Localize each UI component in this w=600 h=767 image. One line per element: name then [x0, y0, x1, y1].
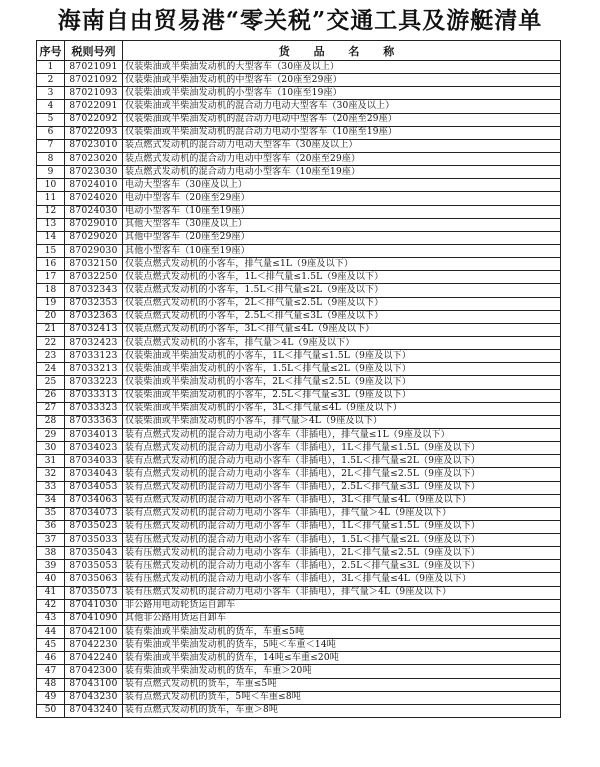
tariff-code: 87022093	[65, 126, 123, 139]
tariff-code: 87033123	[65, 350, 123, 363]
tariff-code: 87032363	[65, 310, 123, 323]
row-number: 50	[37, 704, 65, 717]
goods-description: 仅装点燃式发动机的小客车，2.5L＜排气量≤3L（9座及以下）	[123, 310, 561, 323]
table-row	[37, 284, 561, 297]
row-number: 33	[37, 481, 65, 494]
row-number: 14	[37, 231, 65, 244]
row-number: 26	[37, 389, 65, 402]
goods-description: 仅装点燃式发动机的小客车，2L＜排气量≤2.5L（9座及以下）	[123, 297, 561, 310]
table-body	[37, 61, 561, 718]
row-number: 43	[37, 612, 65, 625]
tariff-code: 87035053	[65, 560, 123, 573]
goods-description: 装有压燃式发动机的混合动力电动小客车（非插电），1.5L＜排气量≤2L（9座及以下）	[123, 534, 561, 547]
goods-description: 仅装柴油或半柴油发动机的中型客车（20座至29座）	[123, 74, 561, 87]
goods-description: 仅装柴油或半柴油发动机的小客车，1L＜排气量≤1.5L（9座及以下）	[123, 350, 561, 363]
header-description: 货 品 名 称	[123, 41, 561, 61]
table-row	[37, 363, 561, 376]
table-row	[37, 468, 561, 481]
row-number: 30	[37, 442, 65, 455]
row-number: 19	[37, 297, 65, 310]
goods-description: 仅装点燃式发动机的小客车，排气量＞4L（9座及以下）	[123, 336, 561, 349]
table-row	[37, 678, 561, 691]
table-row	[37, 534, 561, 547]
tariff-code: 87029030	[65, 244, 123, 257]
goods-description: 其他大型客车（30座及以上）	[123, 218, 561, 231]
goods-description: 装有点燃式发动机的混合动力电动小客车（非插电），排气量≤1L（9座及以下）	[123, 428, 561, 441]
row-number: 35	[37, 507, 65, 520]
table-row	[37, 297, 561, 310]
row-number: 23	[37, 350, 65, 363]
goods-description: 仅装柴油或半柴油发动机的小客车，2.5L＜排气量≤3L（9座及以下）	[123, 389, 561, 402]
goods-description: 装点燃式发动机的混合动力电动大型客车（30座及以上）	[123, 139, 561, 152]
tariff-code: 87029020	[65, 231, 123, 244]
row-number: 46	[37, 652, 65, 665]
tariff-code: 87023030	[65, 166, 123, 179]
tariff-code: 87043240	[65, 704, 123, 717]
tariff-code: 87032413	[65, 323, 123, 336]
row-number: 24	[37, 363, 65, 376]
table-row	[37, 74, 561, 87]
tariff-code: 87029010	[65, 218, 123, 231]
table-row	[37, 481, 561, 494]
table-row	[37, 258, 561, 271]
tariff-code: 87033313	[65, 389, 123, 402]
table-row	[37, 376, 561, 389]
row-number: 36	[37, 520, 65, 533]
row-number: 34	[37, 494, 65, 507]
table-row	[37, 573, 561, 586]
table-row	[37, 139, 561, 152]
table-row	[37, 586, 561, 599]
goods-description: 装有点燃式发动机的货车，车重≤5吨	[123, 678, 561, 691]
row-number: 7	[37, 139, 65, 152]
table-row	[37, 126, 561, 139]
goods-description: 装有柴油或半柴油发动机的货车，14吨≤车重≤20吨	[123, 652, 561, 665]
tariff-code: 87035033	[65, 534, 123, 547]
goods-description: 仅装柴油或半柴油发动机的小客车，1.5L＜排气量≤2L（9座及以下）	[123, 363, 561, 376]
tariff-code: 87021091	[65, 61, 123, 74]
row-number: 11	[37, 192, 65, 205]
table-row	[37, 336, 561, 349]
goods-description: 仅装柴油或半柴油发动机的混合动力电动中型客车（20座至29座）	[123, 113, 561, 126]
table-header-row	[37, 41, 561, 61]
goods-description: 其他中型客车（20座至29座）	[123, 231, 561, 244]
goods-description: 仅装柴油或半柴油发动机的小型客车（10座至19座）	[123, 87, 561, 100]
tariff-code: 87024020	[65, 192, 123, 205]
goods-description: 仅装柴油或半柴油发动机的大型客车（30座及以上）	[123, 61, 561, 74]
goods-description: 装点燃式发动机的混合动力电动中型客车（20座至29座）	[123, 152, 561, 165]
goods-description: 电动中型客车（20座至29座）	[123, 192, 561, 205]
table-row	[37, 428, 561, 441]
tariff-code: 87021093	[65, 87, 123, 100]
goods-description: 装有点燃式发动机的货车，5吨＜车重≤8吨	[123, 691, 561, 704]
tariff-code: 87042100	[65, 626, 123, 639]
tariff-code: 87021092	[65, 74, 123, 87]
table-row	[37, 612, 561, 625]
tariff-code: 87042240	[65, 652, 123, 665]
table-row	[37, 704, 561, 717]
goods-description: 仅装柴油或半柴油发动机的小客车，3L＜排气量≤4L（9座及以下）	[123, 402, 561, 415]
tariff-code: 87024030	[65, 205, 123, 218]
table-row	[37, 455, 561, 468]
table-row	[37, 415, 561, 428]
goods-description: 装有压燃式发动机的混合动力电动小客车（非插电），2.5L＜排气量≤3L（9座及以下）	[123, 560, 561, 573]
tariff-code: 87035023	[65, 520, 123, 533]
tariff-code: 87042300	[65, 665, 123, 678]
header-seq: 序号	[37, 41, 65, 61]
table-row	[37, 310, 561, 323]
row-number: 12	[37, 205, 65, 218]
tariff-code: 87042230	[65, 639, 123, 652]
goods-description: 仅装点燃式发动机的小客车，1L＜排气量≤1.5L（9座及以下）	[123, 271, 561, 284]
table-row	[37, 192, 561, 205]
tariff-code: 87035073	[65, 586, 123, 599]
tariff-code: 87034063	[65, 494, 123, 507]
table-row	[37, 323, 561, 336]
tariff-code: 87023010	[65, 139, 123, 152]
row-number: 2	[37, 74, 65, 87]
row-number: 6	[37, 126, 65, 139]
table-row	[37, 665, 561, 678]
table-row	[37, 547, 561, 560]
table-row	[37, 231, 561, 244]
tariff-code: 87035063	[65, 573, 123, 586]
table-row	[37, 152, 561, 165]
row-number: 45	[37, 639, 65, 652]
table-row	[37, 179, 561, 192]
row-number: 42	[37, 599, 65, 612]
row-number: 4	[37, 100, 65, 113]
row-number: 20	[37, 310, 65, 323]
table-row	[37, 507, 561, 520]
tariff-code: 87032250	[65, 271, 123, 284]
goods-description: 装有压燃式发动机的混合动力电动小客车（非插电），3L＜排气量≤4L（9座及以下）	[123, 573, 561, 586]
goods-description: 装有点燃式发动机的混合动力电动小客车（非插电），2.5L＜排气量≤3L（9座及以下）	[123, 481, 561, 494]
tariff-code: 87032353	[65, 297, 123, 310]
row-number: 21	[37, 323, 65, 336]
goods-description: 仅装点燃式发动机的小客车，3L＜排气量≤4L（9座及以下）	[123, 323, 561, 336]
goods-description: 装有压燃式发动机的混合动力电动小客车（非插电），排气量＞4L（9座及以下）	[123, 586, 561, 599]
goods-description: 仅装柴油或半柴油发动机的小客车，排气量＞4L（9座及以下）	[123, 415, 561, 428]
row-number: 41	[37, 586, 65, 599]
goods-description: 装点燃式发动机的混合动力电动小型客车（10座至19座）	[123, 166, 561, 179]
row-number: 44	[37, 626, 65, 639]
row-number: 5	[37, 113, 65, 126]
tariff-code: 87034013	[65, 428, 123, 441]
table-row	[37, 626, 561, 639]
row-number: 31	[37, 455, 65, 468]
goods-description: 装有压燃式发动机的混合动力电动小客车（非插电），2L＜排气量≤2.5L（9座及以下）	[123, 547, 561, 560]
document-title: 海南自由贸易港“零关税”交通工具及游艇清单	[57, 7, 543, 34]
table-row	[37, 402, 561, 415]
goods-description: 装有点燃式发动机的混合动力电动小客车（非插电），1.5L＜排气量≤2L（9座及以下）	[123, 455, 561, 468]
goods-description: 仅装柴油或半柴油发动机的小客车，2L＜排气量≤2.5L（9座及以下）	[123, 376, 561, 389]
row-number: 17	[37, 271, 65, 284]
table-row	[37, 520, 561, 533]
goods-description: 装有点燃式发动机的混合动力电动小客车（非插电），2L＜排气量≤2.5L（9座及以下）	[123, 468, 561, 481]
row-number: 15	[37, 244, 65, 257]
goods-description: 其他小型客车（10座至19座）	[123, 244, 561, 257]
goods-description: 装有点燃式发动机的货车，车重＞8吨	[123, 704, 561, 717]
goods-description: 其他非公路用货运自卸车	[123, 612, 561, 625]
row-number: 48	[37, 678, 65, 691]
header-code: 税则号列	[65, 41, 123, 61]
table-row	[37, 218, 561, 231]
tariff-code: 87032150	[65, 258, 123, 271]
row-number: 25	[37, 376, 65, 389]
row-number: 49	[37, 691, 65, 704]
tariff-code: 87034043	[65, 468, 123, 481]
goods-description: 仅装柴油或半柴油发动机的混合动力电动大型客车（30座及以上）	[123, 100, 561, 113]
row-number: 1	[37, 61, 65, 74]
goods-description: 电动小型客车（10座至19座）	[123, 205, 561, 218]
row-number: 47	[37, 665, 65, 678]
tariff-code: 87033223	[65, 376, 123, 389]
goods-description: 装有压燃式发动机的混合动力电动小客车（非插电），1L＜排气量≤1.5L（9座及以下）	[123, 520, 561, 533]
row-number: 32	[37, 468, 65, 481]
table-row	[37, 61, 561, 74]
table-row	[37, 113, 561, 126]
tariff-code: 87034053	[65, 481, 123, 494]
table-row	[37, 560, 561, 573]
row-number: 9	[37, 166, 65, 179]
table-row	[37, 166, 561, 179]
tariff-code: 87022091	[65, 100, 123, 113]
row-number: 22	[37, 336, 65, 349]
table-row	[37, 100, 561, 113]
row-number: 13	[37, 218, 65, 231]
goods-description: 装有柴油或半柴油发动机的货车，车重≤5吨	[123, 626, 561, 639]
goods-description: 仅装点燃式发动机的小客车，1.5L＜排气量≤2L（9座及以下）	[123, 284, 561, 297]
table-row	[37, 87, 561, 100]
tariff-code: 87024010	[65, 179, 123, 192]
table-row	[37, 350, 561, 363]
goods-description: 装有柴油或半柴油发动机的货车，5吨＜车重＜14吨	[123, 639, 561, 652]
row-number: 39	[37, 560, 65, 573]
goods-description: 仅装柴油或半柴油发动机的混合动力电动小型客车（10座至19座）	[123, 126, 561, 139]
row-number: 16	[37, 258, 65, 271]
tariff-code: 87041030	[65, 599, 123, 612]
tariff-code: 87033323	[65, 402, 123, 415]
row-number: 3	[37, 87, 65, 100]
row-number: 37	[37, 534, 65, 547]
goods-description: 装有点燃式发动机的混合动力电动小客车（非插电），排气量＞4L（9座及以下）	[123, 507, 561, 520]
tariff-code: 87034073	[65, 507, 123, 520]
tariff-code: 87034023	[65, 442, 123, 455]
goods-description: 仅装点燃式发动机的小客车，排气量≤1L（9座及以下）	[123, 258, 561, 271]
tariff-code: 87043230	[65, 691, 123, 704]
tariff-code: 87035043	[65, 547, 123, 560]
tariff-code: 87043100	[65, 678, 123, 691]
goods-description: 装有点燃式发动机的混合动力电动小客车（非插电），3L＜排气量≤4L（9座及以下）	[123, 494, 561, 507]
tariff-code: 87032343	[65, 284, 123, 297]
table-row	[37, 442, 561, 455]
tariff-code: 87023020	[65, 152, 123, 165]
tariff-code: 87041090	[65, 612, 123, 625]
tariff-code: 87033213	[65, 363, 123, 376]
row-number: 29	[37, 428, 65, 441]
table-row	[37, 389, 561, 402]
tariff-code: 87032423	[65, 336, 123, 349]
table-row	[37, 599, 561, 612]
row-number: 8	[37, 152, 65, 165]
table-row	[37, 691, 561, 704]
tariff-table	[36, 40, 561, 718]
goods-description: 装有点燃式发动机的混合动力电动小客车（非插电），1L＜排气量≤1.5L（9座及以下）	[123, 442, 561, 455]
goods-description: 装有柴油或半柴油发动机的货车，车重＞20吨	[123, 665, 561, 678]
goods-description: 非公路用电动轮货运自卸车	[123, 599, 561, 612]
tariff-code: 87033363	[65, 415, 123, 428]
tariff-code: 87022092	[65, 113, 123, 126]
row-number: 27	[37, 402, 65, 415]
goods-description: 电动大型客车（30座及以上）	[123, 179, 561, 192]
row-number: 38	[37, 547, 65, 560]
table-row	[37, 652, 561, 665]
table-row	[37, 494, 561, 507]
table-row	[37, 271, 561, 284]
row-number: 10	[37, 179, 65, 192]
row-number: 18	[37, 284, 65, 297]
row-number: 40	[37, 573, 65, 586]
tariff-code: 87034033	[65, 455, 123, 468]
table-row	[37, 205, 561, 218]
table-row	[37, 244, 561, 257]
table-row	[37, 639, 561, 652]
row-number: 28	[37, 415, 65, 428]
